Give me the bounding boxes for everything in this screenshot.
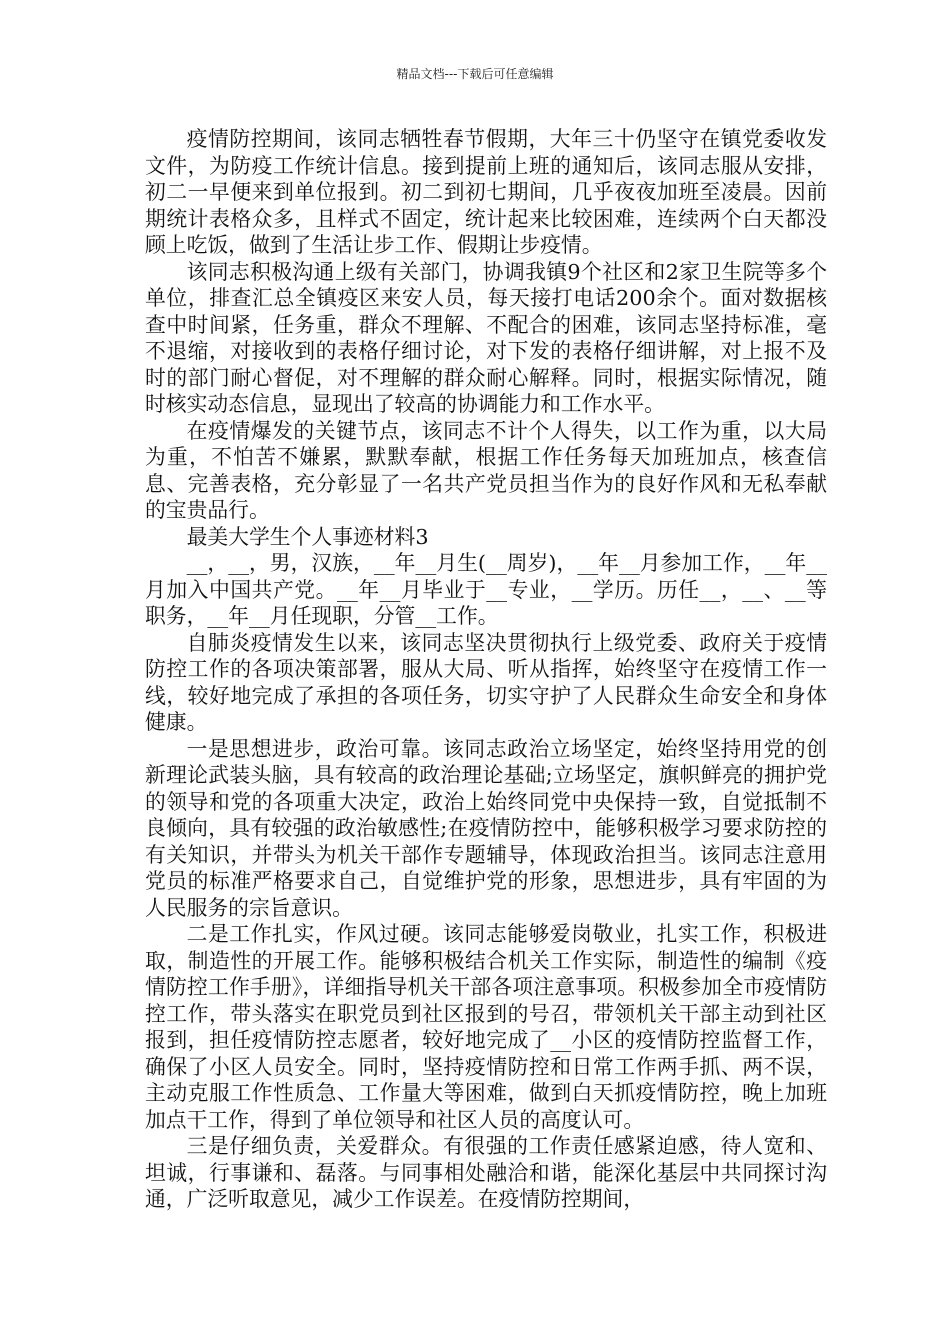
paragraph-3: 在疫情爆发的关键节点，该同志不计个人得失，以工作为重，以大局为重，不怕苦不嫌累，默默奉献，根据工作任务每天加班加点，核查信息、完善表格，充分彰显了一名共产党员担当作为的良好作风和无私奉献的宝贵品行。 <box>145 418 827 522</box>
section-title: 最美大学生个人事迹材料3 <box>186 524 429 549</box>
paragraph-8: 三是仔细负责，关爱群众。有很强的工作责任感紧迫感，待人宽和、坦诚，行事谦和、磊落。与同事相处融洽和谐，能深化基层中共同探讨沟通，广泛听取意见，减少工作误差。在疫情防控期间， <box>145 1134 827 1211</box>
paragraph-6: 一是思想进步，政治可靠。该同志政治立场坚定，始终坚持用党的创新理论武装头脑，具有较高的政治理论基础;立场坚定，旗帜鲜亮的拥护党的领导和党的各项重大决定，政治上始终同党中央保持一致，自觉抵制不良倾向，具有较强的政治敏感性;在疫情防控中，能够积极学习要求防控的有关知识，并带头为机关干部作专题辅导，体现政治担当。该同志注意用党员的标准严格要求自己，自觉维护党的形象，思想进步，具有牢固的为人民服务的宗旨意识。 <box>145 736 827 920</box>
page-header: 精品文档---下载后可任意编辑 <box>396 67 554 81</box>
paragraph-7: 二是工作扎实，作风过硬。该同志能够爱岗敬业，扎实工作，积极进取，制造性的开展工作。能够积极结合机关工作实际，制造性的编制《疫情防控工作手册》，详细指导机关干部各项注意事项。积极参加全市疫情防控工作，带头落实在职党员到社区报到的号召，带领机关干部主动到社区报到，担任疫情防控志愿者，较好地完成了__小区的疫情防控监督工作，确保了小区人员安全。同时，坚持疫情防控和日常工作两手抓、两不误，主动克服工作性质急、工作量大等困难，做到白天抓疫情防控，晚上加班加点干工作，得到了单位领导和社区人员的高度认可。 <box>145 922 827 1132</box>
paragraph-1: 疫情防控期间，该同志牺牲春节假期，大年三十仍坚守在镇党委收发文件，为防疫工作统计信息。接到提前上班的通知后，该同志服从安排，初二一早便来到单位报到。初二到初七期间，几乎夜夜加班至凌晨。因前期统计表格众多，且样式不固定，统计起来比较困难，连续两个白天都没顾上吃饭，做到了生活让步工作、假期让步疫情。 <box>145 127 827 257</box>
paragraph-4: __，__，男，汉族，__年__月生(__周岁)，__年__月参加工作，__年__月加入中国共产党。__年__月毕业于__专业，__学历。历任__，__、__等职务，__年__月任现职，分管__工作。 <box>145 551 827 628</box>
paragraph-5: 自肺炎疫情发生以来，该同志坚决贯彻执行上级党委、政府关于疫情防控工作的各项决策部署，服从大局、听从指挥，始终坚守在疫情工作一线，较好地完成了承担的各项任务，切实守护了人民群众生命安全和身体健康。 <box>145 630 827 734</box>
document-body <box>145 126 827 1213</box>
paragraph-2: 该同志积极沟通上级有关部门，协调我镇9个社区和2家卫生院等多个单位，排查汇总全镇疫区来安人员，每天接打电话200余个。面对数据核查中时间紧，任务重，群众不理解、不配合的困难，该同志坚持标准，毫不退缩，对接收到的表格仔细讨论，对下发的表格仔细讲解，对上报不及时的部门耐心督促，对不理解的群众耐心解释。同时，根据实际情况，随时核实动态信息，显现出了较高的协调能力和工作水平。 <box>145 259 827 416</box>
